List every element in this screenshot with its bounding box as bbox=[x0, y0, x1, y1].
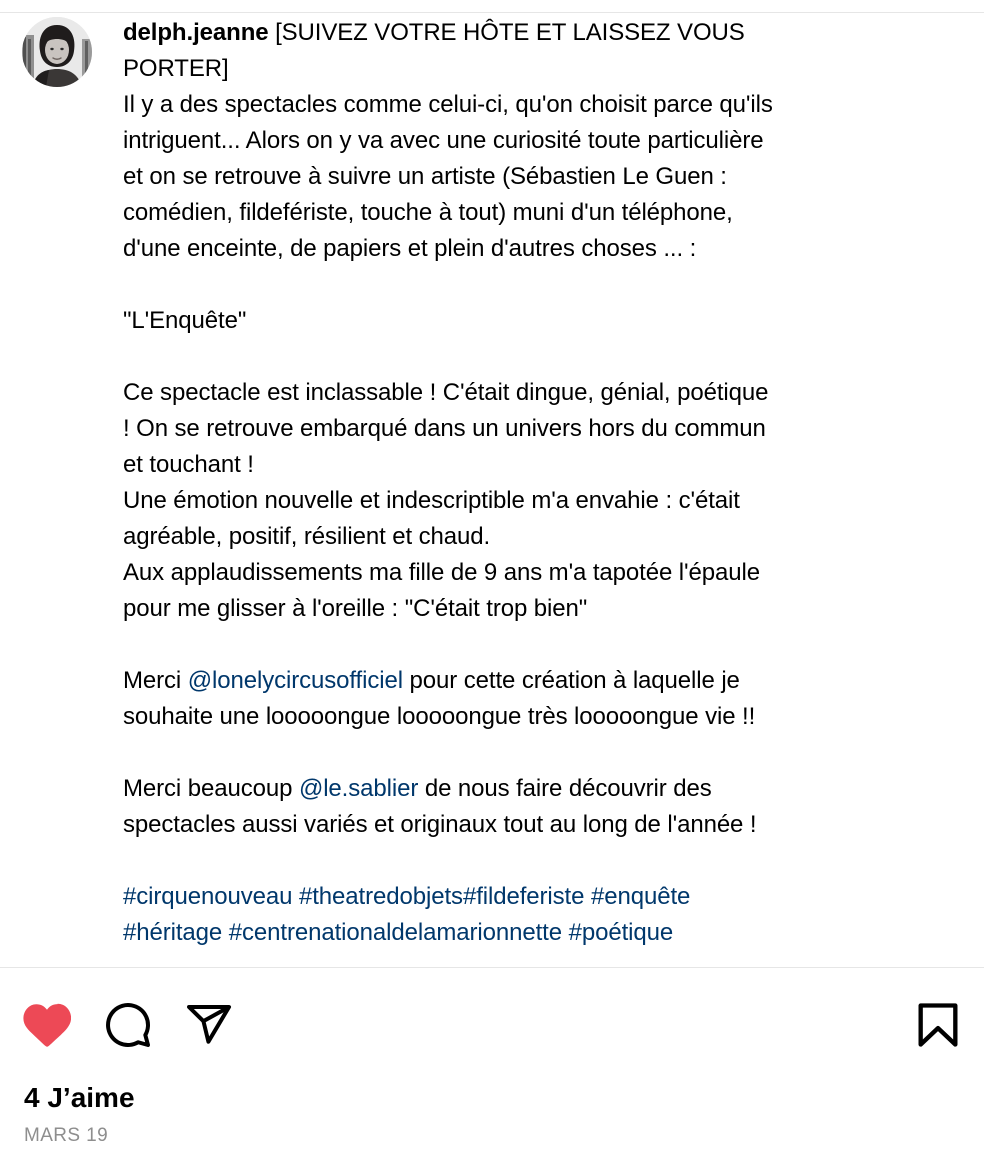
caption-line bbox=[123, 123, 944, 159]
caption-text: souhaite une looooongue looooongue très looooongue vie !! bbox=[123, 703, 756, 730]
caption-text: Ce spectacle est inclassable ! C'était dingue, génial, poétique bbox=[123, 379, 769, 406]
username-link[interactable]: delph.jeanne bbox=[123, 19, 269, 46]
share-button[interactable] bbox=[185, 1001, 233, 1049]
caption-line bbox=[123, 519, 944, 555]
caption-text: ! On se retrouve embarqué dans un univers hors du commun bbox=[123, 415, 766, 442]
bookmark-icon bbox=[912, 999, 964, 1051]
share-plane-icon bbox=[185, 1001, 233, 1049]
caption-line bbox=[123, 663, 944, 699]
likes-count[interactable]: 4 J’aime bbox=[24, 1082, 135, 1113]
caption-line bbox=[123, 411, 944, 447]
caption-line bbox=[123, 735, 944, 771]
caption-text bbox=[562, 919, 569, 946]
heart-icon bbox=[23, 1001, 71, 1049]
caption-text: spectacles aussi variés et originaux tout au long de l'année ! bbox=[123, 811, 757, 838]
action-bar bbox=[0, 968, 984, 1049]
caption-line bbox=[123, 15, 944, 51]
caption-text: pour cette création à laquelle je bbox=[402, 667, 740, 694]
caption-line bbox=[123, 771, 944, 807]
top-divider bbox=[0, 12, 984, 13]
avatar-portrait-image bbox=[22, 17, 92, 87]
caption-line bbox=[123, 699, 944, 735]
caption-line bbox=[123, 51, 944, 87]
caption-text: et touchant ! bbox=[123, 451, 254, 478]
caption-text: intriguent... Alors on y va avec une curiosité toute particulière bbox=[123, 127, 764, 154]
caption-line bbox=[123, 591, 944, 627]
caption-line bbox=[123, 807, 944, 843]
caption-text: et on se retrouve à suivre un artiste (Sébastien Le Guen : bbox=[123, 163, 727, 190]
post-timestamp: MARS 19 bbox=[24, 1125, 109, 1146]
caption-text: d'une enceinte, de papiers et plein d'autres choses ... : bbox=[123, 235, 697, 262]
caption-text: comédien, fildefériste, touche à tout) muni d'un téléphone, bbox=[123, 199, 733, 226]
caption-line bbox=[123, 627, 944, 663]
caption-line bbox=[123, 915, 944, 951]
caption-line bbox=[123, 375, 944, 411]
caption-text bbox=[222, 919, 229, 946]
caption-text: Une émotion nouvelle et indescriptible m'a envahie : c'était bbox=[123, 487, 740, 514]
mention-link[interactable]: @le.sablier bbox=[298, 775, 419, 802]
comment-button[interactable] bbox=[104, 1001, 152, 1049]
caption-text bbox=[584, 883, 591, 910]
caption-line bbox=[123, 843, 944, 879]
caption-line bbox=[123, 87, 944, 123]
caption-text: Merci beaucoup bbox=[123, 775, 299, 802]
caption-line bbox=[123, 159, 944, 195]
caption-text: pour me glisser à l'oreille : "C'était trop bien" bbox=[123, 595, 588, 622]
caption-text: [SUIVEZ VOTRE HÔTE ET LAISSEZ VOUS bbox=[268, 19, 745, 46]
hashtag-link[interactable]: #poétique bbox=[568, 919, 674, 946]
avatar[interactable] bbox=[22, 17, 92, 87]
hashtag-link[interactable]: #héritage bbox=[123, 919, 223, 946]
caption-line bbox=[123, 879, 944, 915]
mention-link[interactable]: @lonelycircusofficiel bbox=[187, 667, 403, 694]
caption-line bbox=[123, 555, 944, 591]
like-button[interactable] bbox=[23, 1001, 71, 1049]
caption-line bbox=[123, 339, 944, 375]
caption-line bbox=[123, 447, 944, 483]
caption-text: "L'Enquête" bbox=[123, 307, 247, 334]
caption-text: de nous faire découvrir des bbox=[418, 775, 712, 802]
caption-line bbox=[123, 195, 944, 231]
hashtag-link[interactable]: #cirquenouveau bbox=[123, 883, 293, 910]
hashtag-link[interactable]: #theatredobjets#fildeferiste bbox=[298, 883, 585, 910]
save-button[interactable] bbox=[912, 999, 964, 1051]
caption-text: Aux applaudissements ma fille de 9 ans m'a tapotée l'épaule bbox=[123, 559, 760, 586]
caption-text: Il y a des spectacles comme celui-ci, qu'on choisit parce qu'ils bbox=[123, 91, 773, 118]
caption-text: PORTER] bbox=[123, 55, 229, 82]
caption-text: Merci bbox=[123, 667, 188, 694]
caption-line bbox=[123, 483, 944, 519]
comment-bubble-icon bbox=[104, 1001, 152, 1049]
hashtag-link[interactable]: #centrenationaldelamarionnette bbox=[228, 919, 563, 946]
hashtag-link[interactable]: #enquête bbox=[590, 883, 691, 910]
caption-line bbox=[123, 267, 944, 303]
caption-line bbox=[123, 231, 944, 267]
caption-line bbox=[123, 303, 944, 339]
caption-text bbox=[292, 883, 299, 910]
caption-text: agréable, positif, résilient et chaud. bbox=[123, 523, 491, 550]
